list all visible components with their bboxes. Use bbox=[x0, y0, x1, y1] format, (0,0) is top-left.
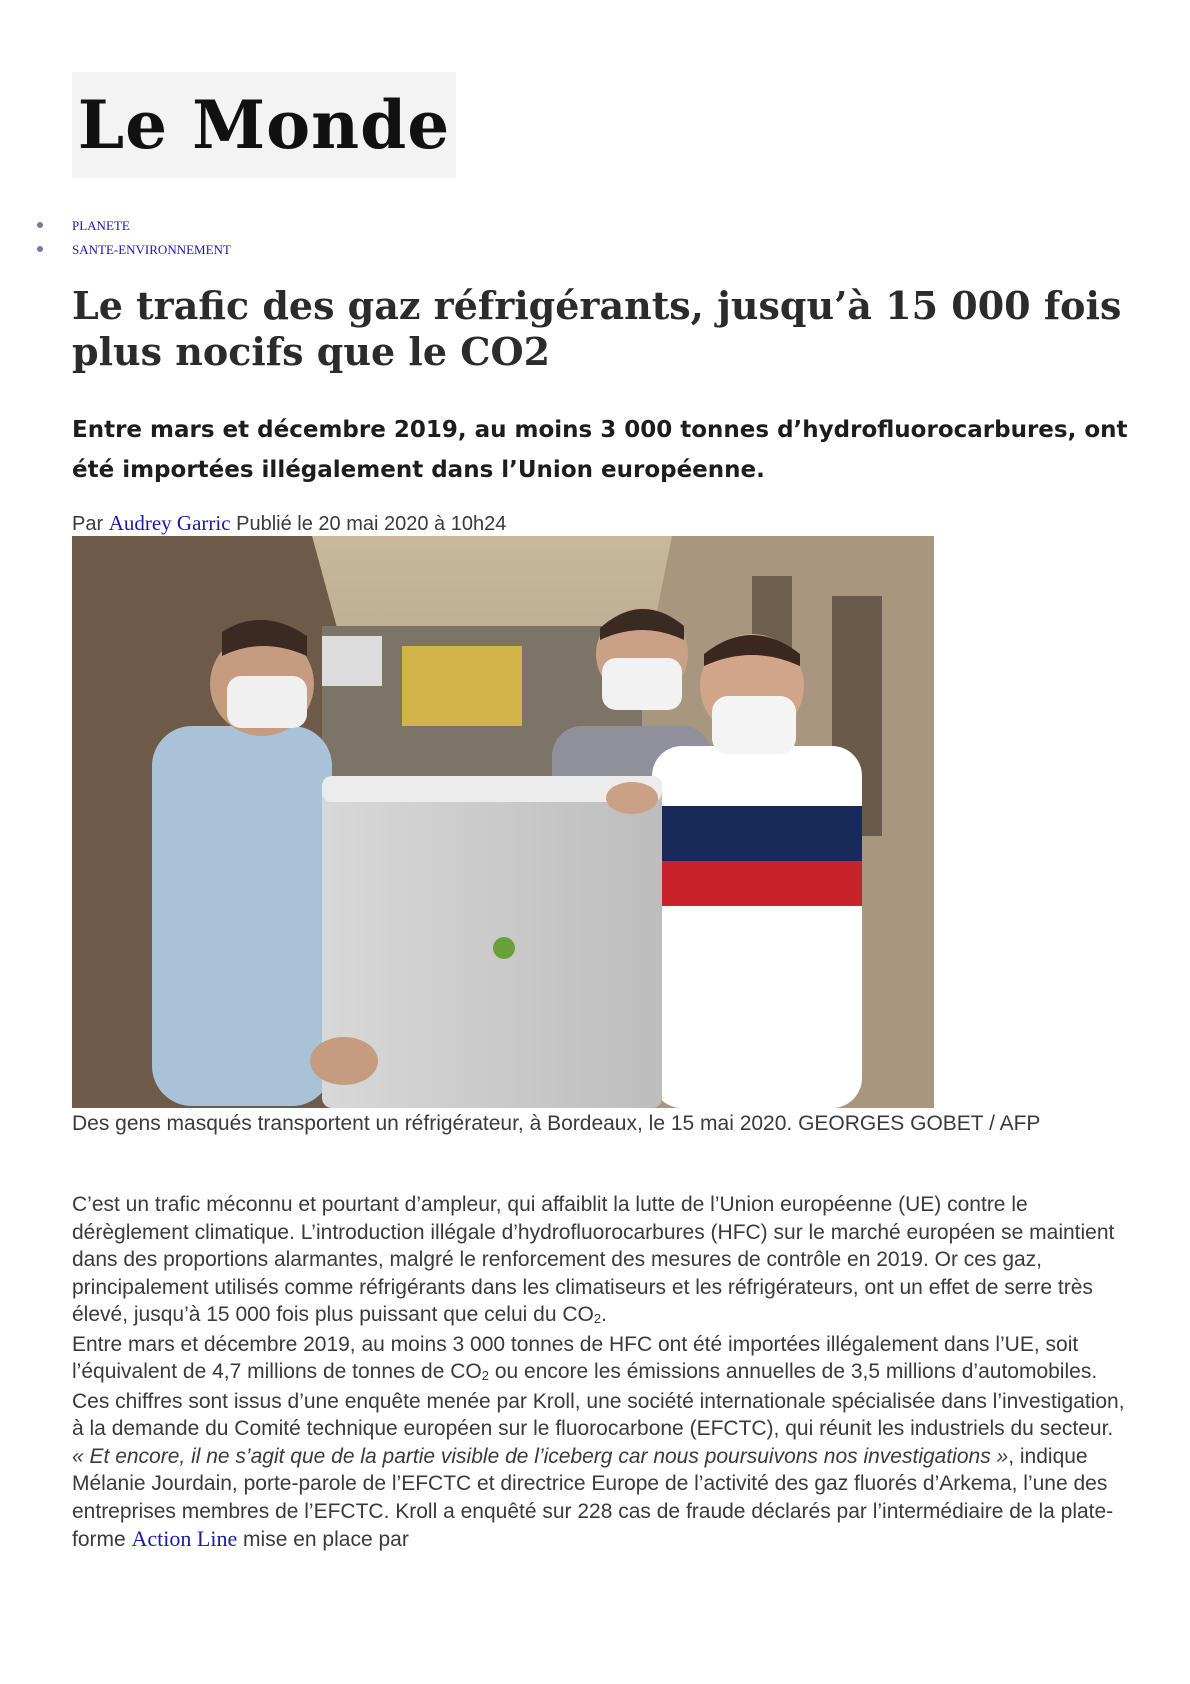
article-standfirst: Entre mars et décembre 2019, au moins 3 000 tonnes d’hydrofluorocarbures, ont été importées illégalement dans l’Union européenne. bbox=[72, 417, 1128, 483]
paragraph-3 bbox=[72, 1443, 1132, 1554]
paragraph-2 bbox=[72, 1331, 1132, 1443]
category-link-sante-environnement[interactable]: SANTE-ENVIRONNEMENT bbox=[36, 238, 231, 262]
paragraph-2-text-a: Entre mars et décembre 2019, au moins 3 000 tonnes de HFC ont été importées illégalement dans l’UE, soit l’équivalent de 4,7 millions de tonnes de CO bbox=[72, 1332, 1079, 1383]
paragraph-1 bbox=[72, 1191, 1132, 1331]
co2-subscript: 2 bbox=[481, 1368, 489, 1383]
paragraph-1-text: C’est un trafic méconnu et pourtant d’ampleur, qui affaiblit la lutte de l’Union européenne (UE) contre le dérèglement climatique. L’introduction illégale d’hydrofluorocarbures (HFC) sur le marché européen se maintient dans des proportions alarmantes, malgré le renforcement des mesures de contrôle en 2019. Or ces gaz, principalement utilisés comme réfrigérants dans les climatiseurs et les réfrigérateurs, ont un effet de serre très élevé, jusqu’à 15 000 fois plus puissant que celui du CO bbox=[72, 1193, 1115, 1326]
article-body bbox=[72, 1191, 1132, 1554]
publish-date: Publié le 20 mai 2020 à 10h24 bbox=[236, 513, 507, 535]
action-line-link[interactable]: Action Line bbox=[131, 1526, 238, 1551]
category-link-planete[interactable]: PLANETE bbox=[36, 214, 231, 238]
pull-quote: « Et encore, il ne s’agit que de la partie visible de l’iceberg car nous poursuivons nos investigations » bbox=[72, 1444, 1009, 1468]
article-title: Le trafic des gaz réfrigérants, jusqu’à 15 000 fois plus nocifs que le CO2 bbox=[72, 283, 1122, 374]
logo-text: Le Monde bbox=[77, 86, 451, 164]
co2-subscript: 2 bbox=[593, 1311, 602, 1326]
le-monde-logo[interactable] bbox=[72, 72, 456, 178]
article-photo bbox=[72, 536, 934, 1108]
paragraph-3-text-b: mise en place par bbox=[237, 1528, 409, 1551]
category-list bbox=[36, 214, 231, 262]
photo-caption: Des gens masqués transportent un réfrigérateur, à Bordeaux, le 15 mai 2020. GEORGES GOBET / AFP bbox=[72, 1112, 1041, 1135]
byline bbox=[72, 511, 506, 536]
author-link[interactable]: Audrey Garric bbox=[108, 511, 231, 535]
paragraph-2-text-b: ou encore les émissions annuelles de 3,5 millions d’automobiles. Ces chiffres sont issus d’une enquête menée par Kroll, une société internationale spécialisée dans l’investigation, à la demande du Comité technique européen sur le fluorocarbone (EFCTC), qui réunit les industriels du secteur. bbox=[72, 1360, 1125, 1440]
paragraph-3-text-a: , indique Mélanie Jourdain, porte-parole de l’EFCTC et directrice Europe de l’activité des gaz fluorés d’Arkema, l’une des entreprises membres de l’EFCTC. Kroll a enquêté sur 228 cas de fraude déclarés par l’intermédiaire de la plate-forme bbox=[72, 1444, 1114, 1551]
paragraph-1-end: . bbox=[601, 1303, 607, 1326]
byline-prefix: Par bbox=[72, 513, 104, 535]
